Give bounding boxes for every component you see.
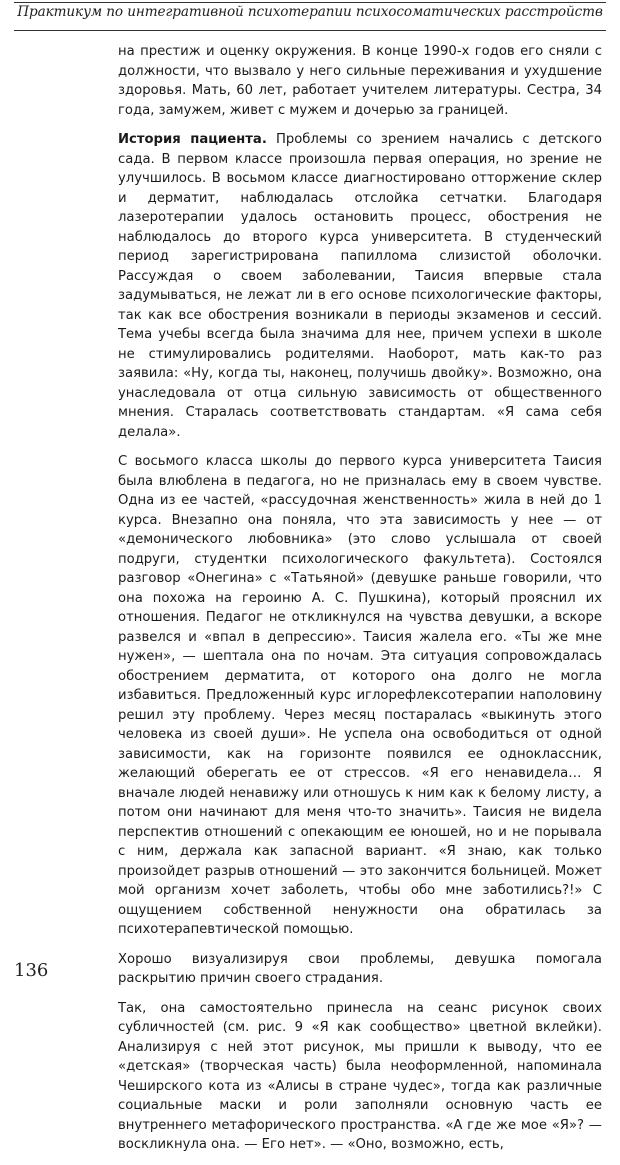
paragraph-text: Так, она самостоятельно принесла на сеанс рисунок своих субличностей (см. рис. 9 «Я как сообщество» цветной вклейки). Анализируя с ней этот рисунок, мы пришли к выводу, что ее «детская» (творческая часть) была неоформленной, напоминала Чеширского кота из «Алисы в стране чудес», тогда как различные социальные маски и роли заполняли основную часть ее внутреннего метафорического пространства. «А где же мое «Я»? — воскликнула она. — Его нет». — «Оно, возможно, есть, [118, 1000, 602, 1152]
paragraph-lead-heading: История пациента. [118, 132, 267, 147]
paragraph-drawing-session [118, 999, 602, 1155]
paragraph-text: С восьмого класса школы до первого курса университета Таисия была влюблена в педагога, но не призналась ему в своем чувстве. Одна из ее частей, «рассудочная женственность» жила в ней до 1 курса. Внезапно она поняла, что эта зависимость у нее — от «демонического любовника» (это слово услышала от своей подруги, студентки психологического факультета). Состоялся разговор «Онегина» с «Татьяной» (девушке раньше говорили, что она похожа на героиню А. С. Пушкина), который прояснил их отношения. Педагог не откликнулся на чувства девушки, а вскоре развелся и «впал в депрессию». Таисия жалела его. «Ты же мне нужен», — шептала она по ночам. Эта ситуация сопровождалась обострением дерматита, от которого она долго не могла избавиться. Предложенный курс иглорефлексотерапии наполовину решил эту проблему. Через месяц постаралась «выкинуть этого человека из своей души». Не успела она освободиться от одной зависимости, как на горизонте появился ее одноклассник, желающий оберегать ее от стрессов. «Я его ненавидела… Я вначале людей ненавижу или отношусь к ним как к белому листу, а потом они начинают для меня что-то значить». Таисия не видела перспектив отношений с опекающим ее юношей, но и не порывала с ним, держала как запасной вариант. «Я знаю, как только произойдет разрыв отношений — это закончится больницей. Может мой организм хочет заболеть, чтобы обо мне заботились?!» С ощущением собственной ненужности она обратилась за психотерапевтической помощью. [118, 454, 602, 937]
paragraph-relationships [118, 452, 602, 940]
paragraph-text: Хорошо визуализируя свои проблемы, девушка помогала раскрытию причин своего страдания. [118, 951, 602, 986]
page-number: 136 [14, 960, 49, 981]
running-header-title: Практикум по интегративной психотерапии психосоматических расстройств [17, 4, 603, 20]
header-rule-top [14, 2, 606, 3]
header-rule-bottom [14, 30, 606, 31]
running-header [0, 0, 620, 44]
page-body [118, 42, 602, 1165]
paragraph-text: Проблемы со зрением начались с детского сада. В первом классе произошла первая операция, но зрение не улучшилось. В восьмом классе диагностировано отторжение склер и дерматит, наблюдалась отслойка сетчатки. Благодаря лазеротерапии удалось остановить процесс, обострения не наблюдалось до второго курса университета. В студенческий период зарегистрирована папиллома слизистой оболочки. Рассуждая о своем заболевании, Таисия впервые стала задумываться, не лежат ли в его основе психологические факторы, так как все обострения возникали в периоды экзаменов и сессий. Тема учебы всегда была значима для нее, причем успехи в школе не стимулировались родителями. Наоборот, мать как-то раз заявила: «Ну, когда ты, наконец, получишь двойку». Возможно, она унаследовала от отца сильную зависимость от общественного мнения. Старалась соответствовать стандартам. «Я сама себя делала». [118, 132, 602, 440]
paragraph-patient-history [118, 130, 602, 442]
paragraph-visualization [118, 950, 602, 989]
paragraph-text: на престиж и оценку окружения. В конце 1990-х годов его сняли с должности, что вызвало у него сильные переживания и ухудшение здоровья. Мать, 60 лет, работает учителем литературы. Сестра, 34 года, замужем, живет с мужем и дочерью за границей. [118, 44, 602, 118]
paragraph-family-continuation [118, 42, 602, 120]
